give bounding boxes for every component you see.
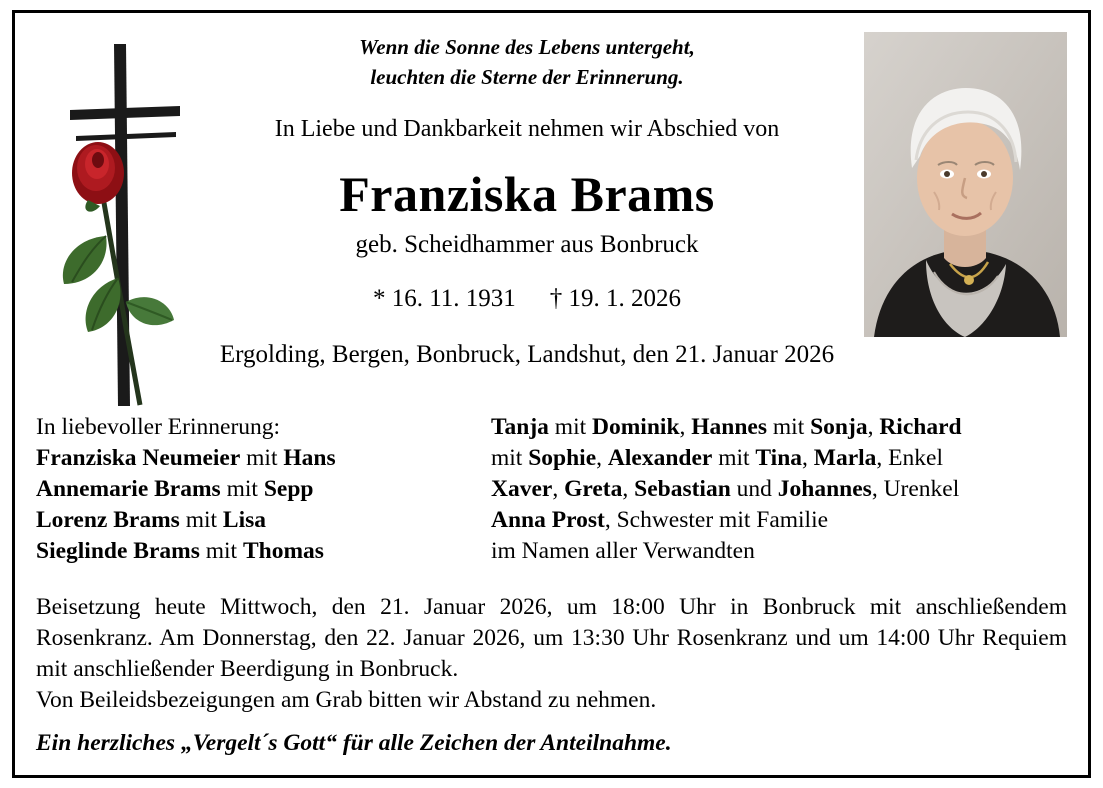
- family-name: Alexander: [607, 445, 713, 471]
- thanks-note: Ein herzliches „Vergelt´s Gott“ für alle Zeichen der Anteilnahme.: [36, 730, 672, 756]
- family-separator: ,: [596, 445, 608, 471]
- family-name: Anna Prost: [491, 507, 605, 533]
- family-name: Tanja: [491, 414, 549, 440]
- family-name: Sieglinde Brams: [36, 538, 200, 564]
- family-connector: mit: [179, 507, 223, 533]
- family-separator: ,: [802, 445, 814, 471]
- memorial-verse: [202, 32, 852, 92]
- family-name: Johannes: [777, 476, 872, 502]
- funeral-paragraph-1: Beisetzung heute Mittwoch, den 21. Januar 2026, um 18:00 Uhr in Bonbruck mit anschließendem Rosenkranz. Am Donnerstag, den 22. Januar 2026, um 13:30 Uhr Rosenkranz und um 14:00 Uhr Requiem mit anschließender Beerdigung in Bonbruck.: [36, 594, 1067, 682]
- verse-line-1: Wenn die Sonne des Lebens untergeht,: [359, 35, 695, 59]
- family-connector: mit: [712, 445, 756, 471]
- family-name: Lorenz Brams: [36, 507, 180, 533]
- family-member-row: [36, 536, 491, 567]
- cross-icon: [40, 40, 200, 410]
- family-name: Tina: [755, 445, 803, 471]
- memorial-intro: In Liebe und Dankbarkeit nehmen wir Abschied von: [274, 116, 780, 142]
- family-name: Marla: [813, 445, 877, 471]
- portrait-photo: [864, 32, 1067, 337]
- family-name: Sonja: [810, 414, 868, 440]
- family-separator: ,: [622, 476, 635, 502]
- family-connector: mit: [220, 476, 264, 502]
- funeral-details: [36, 592, 1067, 759]
- obituary-content: [22, 20, 1081, 768]
- family-name: Franziska Neumeier: [36, 445, 241, 471]
- family-column-left: [36, 412, 491, 567]
- family-separator: ,: [867, 414, 880, 440]
- family-partner: Lisa: [222, 507, 267, 533]
- family-connector: mit: [199, 538, 243, 564]
- family-role: , Schwester mit Familie: [604, 507, 829, 533]
- avatar: [864, 32, 1067, 337]
- family-member-row: [491, 443, 1067, 474]
- family-partner: Sepp: [263, 476, 314, 502]
- family-left-heading: In liebevoller Erinnerung:: [36, 414, 281, 440]
- family-member-row: [36, 474, 491, 505]
- family-member-row: [491, 412, 1067, 443]
- family-column-right: [491, 412, 1067, 567]
- birth-date: * 16. 11. 1931: [372, 285, 516, 312]
- family-member-row: [36, 443, 491, 474]
- family-closing: im Namen aller Verwandten: [491, 538, 755, 564]
- family-connector: mit: [240, 445, 284, 471]
- family-member-row: [36, 505, 491, 536]
- family-separator: ,: [552, 476, 565, 502]
- maiden-name: geb. Scheidhammer aus Bonbruck: [355, 231, 699, 258]
- family-name: Xaver: [491, 476, 553, 502]
- family-member-row: [491, 474, 1067, 505]
- family-role: , Enkel: [876, 445, 943, 471]
- verse-line-2: leuchten die Sterne der Erinnerung.: [370, 65, 684, 89]
- funeral-paragraph-2: Von Beileidsbezeigungen am Grab bitten wir Abstand zu nehmen.: [36, 687, 657, 713]
- family-role: , Urenkel: [871, 476, 960, 502]
- family-connector: und: [730, 476, 778, 502]
- family-name: Annemarie Brams: [36, 476, 221, 502]
- family-connector: mit: [491, 445, 529, 471]
- cross-and-rose-graphic: [40, 40, 200, 410]
- death-date: † 19. 1. 2026: [549, 285, 682, 312]
- family-separator: ,: [679, 414, 692, 440]
- family-name: Dominik: [592, 414, 680, 440]
- family-name: Sophie: [528, 445, 597, 471]
- deceased-name: Franziska Brams: [339, 166, 715, 222]
- family-connector: mit: [548, 414, 593, 440]
- family-partner: Hans: [283, 445, 336, 471]
- family-name: Greta: [564, 476, 623, 502]
- memorial-header: [202, 32, 852, 370]
- life-dates: [202, 284, 852, 314]
- family-block: [36, 412, 1067, 567]
- family-partner: Thomas: [242, 538, 324, 564]
- family-connector: mit: [767, 414, 811, 440]
- family-name: Richard: [879, 414, 962, 440]
- family-name: Sebastian: [634, 476, 731, 502]
- family-name: Hannes: [691, 414, 768, 440]
- family-member-row: [491, 505, 1067, 536]
- places-and-date: Ergolding, Bergen, Bonbruck, Landshut, den 21. Januar 2026: [219, 341, 835, 368]
